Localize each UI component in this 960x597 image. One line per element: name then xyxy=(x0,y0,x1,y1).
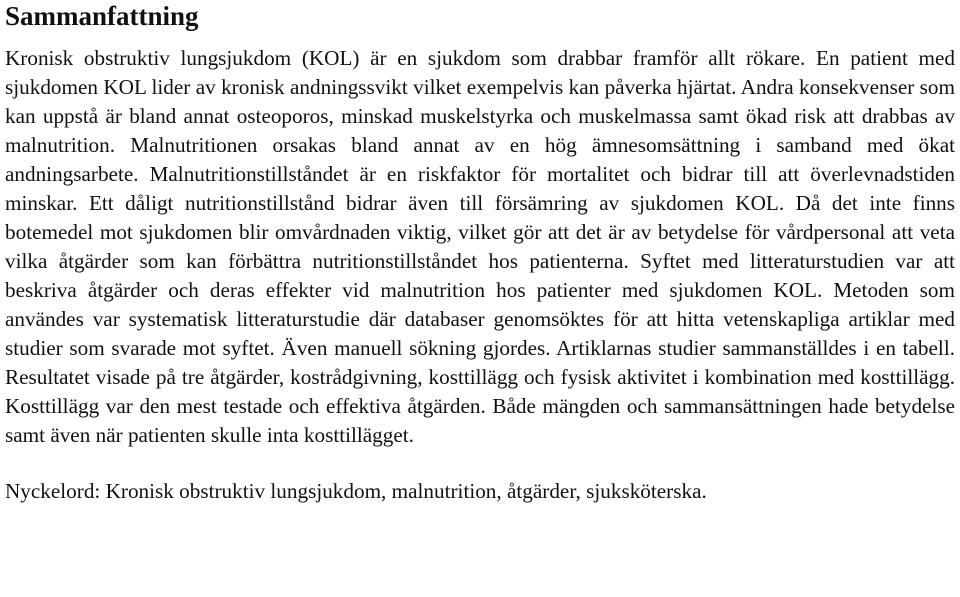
document-page xyxy=(5,0,955,506)
abstract-sentence: En patient med sjukdomen KOL lider av kronisk andningssvikt vilket exempelvis kan påverka hjärtat. xyxy=(5,46,955,99)
abstract-sentence: Malnutritionstillståndet är en riskfaktor för mortalitet och bidrar till att överlevnadstiden minskar. xyxy=(5,162,956,215)
abstract-sentence: Syftet med litteraturstudien var att beskriva åtgärder och deras effekter vid malnutrition hos patienter med sjukdomen KOL. xyxy=(5,249,956,302)
abstract-sentence: Artiklarnas studier sammanställdes i en tabell. xyxy=(556,336,956,360)
abstract-sentence: Resultatet visade på tre åtgärder, kostrådgivning, kosttillägg och fysisk aktivitet i kombination med kosttillägg. xyxy=(5,365,955,389)
abstract-sentence: Även manuell sökning gjordes. xyxy=(281,336,551,360)
section-heading: Sammanfattning xyxy=(5,1,199,31)
keywords-line: Nyckelord: Kronisk obstruktiv lungsjukdom, malnutrition, åtgärder, sjuksköterska. xyxy=(5,479,707,503)
abstract-sentence: Malnutritionen orsakas bland annat av en hög ämnesomsättning i samband med ökat andningsarbete. xyxy=(5,133,956,186)
abstract-sentence: Metoden som användes var systematisk litteraturstudie där databaser genomsöktes för att hitta vetenskapliga artiklar med studier som svarade mot syftet. xyxy=(5,278,956,360)
abstract-sentence: Kronisk obstruktiv lungsjukdom (KOL) är en sjukdom som drabbar framför allt rökare. xyxy=(5,46,806,70)
abstract-sentence: Andra konsekvenser som kan uppstå är bland annat osteoporos, minskad muskelstyrka och muskelmassa samt ökad risk att drabbas av malnutrition. xyxy=(5,75,956,157)
abstract-sentence: Då det inte finns botemedel mot sjukdomen blir omvårdnaden viktig, vilket gör att det är av betydelse för vårdpersonal att veta vilka åtgärder som kan förbättra nutritionstillståndet hos patienterna. xyxy=(5,191,956,273)
abstract-paragraph xyxy=(5,44,955,450)
abstract-sentence: Både mängden och sammansättningen hade betydelse samt även när patienten skulle inta kosttillägget. xyxy=(5,394,955,447)
abstract-sentence: Ett dåligt nutritionstillstånd bidrar även till försämring av sjukdomen KOL. xyxy=(88,191,785,215)
abstract-sentence: Kosttillägg var den mest testade och effektiva åtgärden. xyxy=(5,394,486,418)
